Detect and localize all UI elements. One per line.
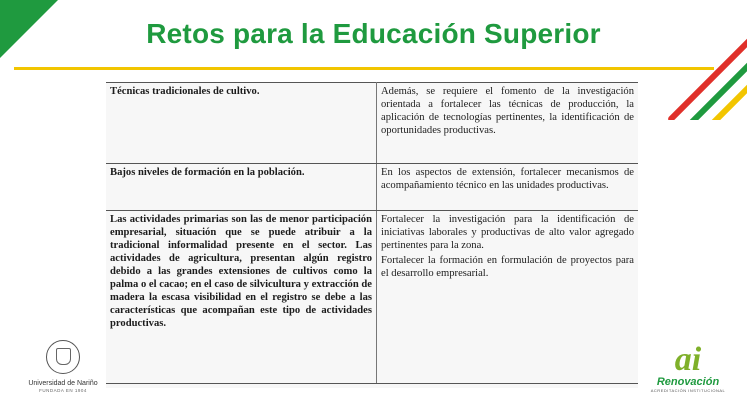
university-name: Universidad de Nariño — [28, 380, 98, 387]
table-cell-problem: Técnicas tradicionales de cultivo. — [106, 83, 377, 164]
renovacion-logo — [648, 341, 728, 414]
table-cell-action — [377, 164, 639, 211]
action-paragraph: En los aspectos de extensión, fortalecer mecanismos de acompañamiento técnico en las unidades productivas. — [381, 167, 634, 191]
table-cell-action — [377, 211, 639, 384]
challenges-table — [106, 82, 638, 388]
university-seal-icon — [46, 340, 80, 374]
university-logo — [28, 340, 98, 416]
renovacion-label: Renovación — [656, 376, 720, 388]
accreditation-label: ACREDITACIÓN INSTITUCIONAL — [650, 388, 726, 393]
table-cell-problem: Las actividades primarias son las de menor participación empresarial, situación que se puede atribuir a la tradicional informalidad presente en el sector. Las actividades de agricultura, presentan algún registro debido a las grandes extensiones de cultivos como la palma o el cacao; en el caso de silvicultura y extracción de madera la escasa visibilidad en el registro se debe a las características que acompañan este tipo de actividades productivas. — [106, 211, 377, 384]
table-row — [106, 211, 638, 384]
ai-logo-mark: ai — [674, 341, 702, 378]
action-paragraph: Además, se requiere el fomento de la investigación orientada a fortalecer las técnicas de producción, la aplicación de tecnologías pertinentes, la identificación de oportunidades productivas. — [381, 86, 634, 136]
table-cell-problem: Bajos niveles de formación en la población. — [106, 164, 377, 211]
title-underline — [14, 67, 714, 70]
action-paragraph: Fortalecer la investigación para la identificación de iniciativas laborales y productivas de alto valor agregado pertinentes para la zona. — [381, 214, 634, 251]
university-founded: FUNDADA EN 1904 — [39, 388, 87, 393]
slide-title: Retos para la Educación Superior — [146, 18, 601, 49]
table-row — [106, 83, 638, 164]
action-paragraph: Fortalecer la formación en formulación de proyectos para el desarrollo empresarial. — [381, 255, 634, 279]
table-row — [106, 164, 638, 211]
table-cell-action — [377, 83, 639, 164]
